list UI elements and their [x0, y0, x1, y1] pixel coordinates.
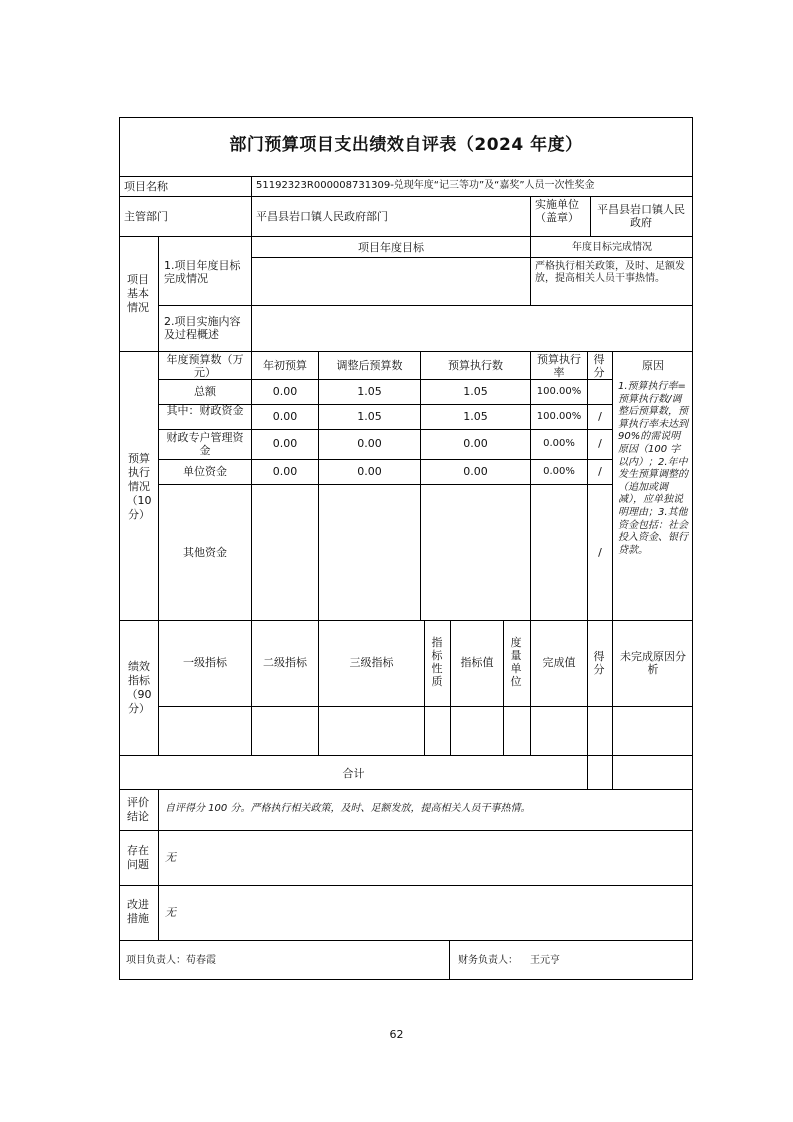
budget-row-adjusted: 1.05 [357, 385, 382, 398]
perf-header-level1: 一级指标 [183, 656, 227, 669]
perf-header-reason: 未完成原因分析 [620, 650, 686, 676]
budget-row-rate: 100.00% [536, 386, 582, 397]
rule-h [158, 459, 612, 460]
project-lead-name: 苟春霞 [186, 955, 216, 966]
project-lead-label: 项目负责人： [126, 955, 186, 966]
perf-header-unit: 度量单位 [510, 636, 522, 688]
impl-unit-value: 平昌县岩口镇人民政府 [597, 203, 685, 229]
perf-header-score: 得分 [593, 650, 605, 676]
budget-row-rate: 0.00% [543, 466, 575, 477]
budget-row-executed: 1.05 [463, 385, 488, 398]
impl-unit-label: 实施单位（盖章） [535, 198, 579, 224]
budget-row-executed: 0.00 [463, 437, 488, 450]
rule-h [119, 755, 693, 756]
rule-v [318, 620, 319, 755]
budget-header-executed: 预算执行数 [448, 359, 503, 372]
rule-h [158, 484, 612, 485]
rule-h [119, 351, 693, 352]
budget-row-label: 其他资金 [183, 546, 227, 559]
budget-row-adjusted: 0.00 [357, 437, 382, 450]
perf-header-level3: 三级指标 [349, 656, 394, 669]
evaluation-label: 评价结论 [127, 796, 149, 823]
rule-v [530, 620, 531, 755]
target-header: 项目年度目标 [358, 241, 424, 254]
budget-header-adjusted: 调整后预算数 [336, 359, 403, 372]
budget-section-label: 预算执行情况（10分） [126, 452, 152, 521]
total-label: 合计 [342, 767, 365, 780]
rule-v [449, 940, 450, 980]
budget-row-score: / [598, 465, 602, 478]
rule-h [158, 305, 693, 306]
rule-h [119, 620, 693, 621]
dept-label: 主管部门 [124, 210, 168, 223]
perf-section-label: 绩效指标（90分） [126, 660, 152, 715]
rule-h [119, 176, 693, 177]
rule-h [119, 830, 693, 831]
rule-v [158, 236, 159, 755]
rule-v [251, 620, 252, 755]
budget-row-adjusted: 0.00 [357, 465, 382, 478]
budget-header-score: 得分 [593, 353, 605, 379]
budget-row-initial: 0.00 [272, 410, 298, 423]
basic-section-label: 项目基本情况 [127, 273, 149, 314]
basic-row2-label: 2.项目实施内容及过程概述 [164, 315, 241, 341]
budget-header-rate: 预算执行率 [537, 353, 581, 379]
rule-v [587, 351, 588, 620]
budget-row-label: 单位资金 [183, 465, 227, 478]
budget-header-annual: 年度预算数（万元） [166, 353, 244, 379]
budget-header-initial: 年初预算 [263, 359, 307, 372]
page-number: 62 [389, 1028, 404, 1041]
budget-row-adjusted: 1.05 [357, 410, 382, 423]
budget-row-rate: 100.00% [536, 411, 582, 422]
measures-label: 改进措施 [127, 898, 149, 925]
project-name-label: 项目名称 [124, 180, 168, 193]
rule-v [158, 789, 159, 940]
budget-row-initial: 0.00 [272, 385, 298, 398]
budget-row-score: / [598, 437, 602, 450]
budget-row-label: 财政专户管理资金 [166, 431, 244, 457]
budget-row-label: 其中：财政资金 [166, 404, 244, 417]
measures-text: 无 [165, 906, 176, 919]
budget-row-rate: 0.00% [543, 438, 575, 449]
completion-header: 年度目标完成情况 [572, 242, 652, 253]
issues-label: 存在问题 [127, 844, 149, 871]
rule-v [450, 620, 451, 755]
budget-row-executed: 0.00 [463, 465, 488, 478]
basic-row1-label: 1.项目年度目标完成情况 [164, 259, 241, 285]
basic-row1-completion: 严格执行相关政策，及时、足额发放，提高相关人员干事热情。 [535, 261, 685, 284]
budget-row-label: 总额 [194, 385, 216, 398]
project-name-value: 51192323R000008731309-兑现年度“记三等功”及“嘉奖”人员一次性奖金 [256, 180, 595, 191]
form-title: 部门预算项目支出绩效自评表（2024 年度） [229, 135, 583, 155]
perf-header-value: 指标值 [460, 656, 494, 669]
rule-h [119, 789, 693, 790]
budget-row-initial: 0.00 [272, 437, 298, 450]
perf-header-completed: 完成值 [542, 656, 576, 669]
rule-h [119, 940, 693, 941]
finance-lead-label: 财务负责人： [458, 955, 518, 966]
rule-v [612, 620, 613, 789]
dept-value: 平昌县岩口镇人民政府部门 [256, 210, 388, 223]
budget-header-reason: 原因 [642, 359, 664, 372]
perf-header-nature: 指标性质 [431, 636, 443, 688]
rule-v [612, 351, 613, 620]
rule-h [251, 257, 693, 258]
budget-reason-note: 1.预算执行率=预算执行数/调整后预算数，预算执行率未达到 90%的需说明原因（100 字以内）；2.年中发生预算调整的（追加或调减），应单独说明理由；3.其他资金包括：社会投入资金、银行贷款。 [618, 381, 688, 556]
rule-h [158, 429, 612, 430]
budget-row-initial: 0.00 [272, 465, 298, 478]
rule-v [530, 196, 531, 236]
budget-row-score: / [598, 410, 602, 423]
rule-v [503, 620, 504, 755]
rule-v [587, 620, 588, 789]
rule-v [590, 196, 591, 236]
rule-h [119, 196, 693, 197]
rule-h [119, 885, 693, 886]
budget-row-executed: 1.05 [463, 410, 488, 423]
rule-v [251, 176, 252, 237]
budget-row-score: / [598, 546, 602, 559]
evaluation-text: 自评得分 100 分。严格执行相关政策，及时、足额发放，提高相关人员干事热情。 [165, 803, 531, 814]
issues-text: 无 [165, 851, 176, 864]
rule-v [424, 620, 425, 755]
rule-h [119, 236, 693, 237]
rule-h [158, 379, 612, 380]
perf-header-level2: 二级指标 [263, 656, 307, 669]
finance-lead-name: 王元亨 [530, 955, 560, 966]
